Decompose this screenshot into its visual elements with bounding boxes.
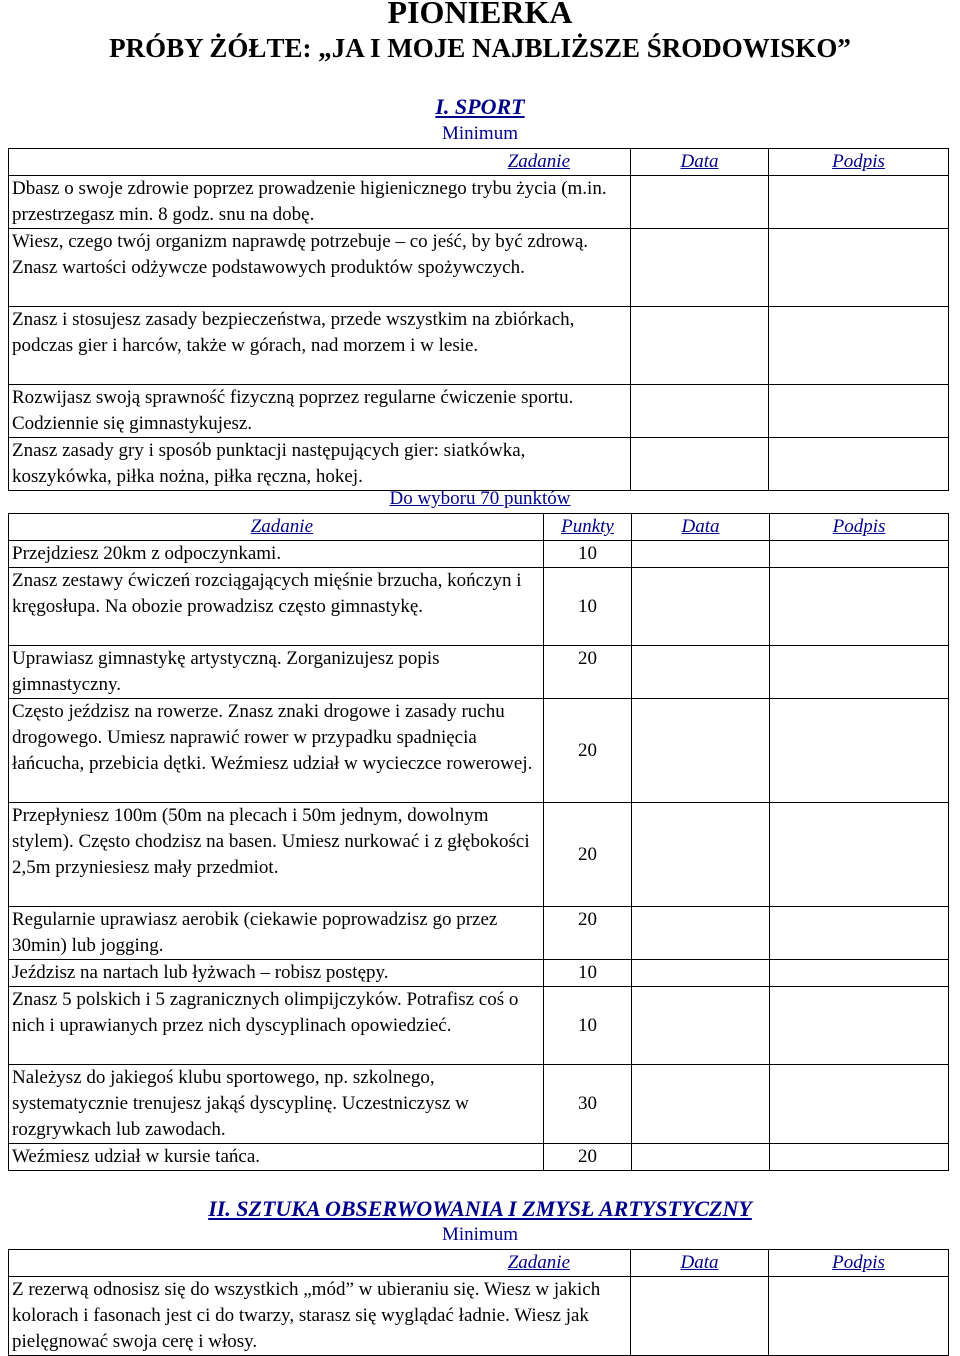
date-cell [631, 176, 769, 229]
date-cell [631, 307, 769, 385]
date-cell [632, 907, 770, 960]
points-cell: 30 [544, 1065, 632, 1144]
task-text: Znasz 5 polskich i 5 zagranicznych olimpijczyków. Potrafisz coś o nich i uprawianych przez nich dyscyplinach opowiedzieć. [9, 987, 544, 1065]
sign-cell [770, 960, 949, 987]
section-1-minimum-label: Minimum [441, 123, 518, 144]
table-row [9, 307, 949, 385]
table-row [9, 385, 949, 438]
column-header-date: Data [631, 1250, 769, 1277]
table-header-row [9, 149, 949, 176]
sign-cell [770, 907, 949, 960]
table-row [9, 229, 949, 307]
table-row [9, 646, 949, 699]
task-text: Z rezerwą odnosisz się do wszystkich „mód” w ubieraniu się. Wiesz w jakich kolorach i fasonach jest ci do twarzy, starasz się wyglądać ładnie. Wiesz jak pielęgnować swoja cerę i włosy. [9, 1277, 631, 1356]
page-title: PIONIERKA [387, 0, 573, 30]
task-text: Znasz zasady gry i sposób punktacji następujących gier: siatkówka, koszykówka, piłka nożna, piłka ręczna, hokej. [9, 438, 631, 491]
task-text: Regularnie uprawiasz aerobik (ciekawie poprowadzisz go przez 30min) lub jogging. [9, 907, 544, 960]
points-cell: 10 [544, 541, 632, 568]
section-2-title: II. SZTUKA OBSERWOWANIA I ZMYSŁ ARTYSTYCZNY [208, 1196, 752, 1221]
date-cell [632, 987, 770, 1065]
date-cell [632, 699, 770, 803]
date-cell [632, 541, 770, 568]
points-cell: 20 [544, 907, 632, 960]
table-row [9, 803, 949, 907]
task-text: Wiesz, czego twój organizm naprawdę potrzebuje – co jeść, by być zdrową. Znasz wartości odżywcze podstawowych produktów spożywczych. [9, 229, 631, 307]
column-header-sign: Podpis [769, 149, 949, 176]
points-cell: 20 [544, 803, 632, 907]
column-header-sign: Podpis [769, 1250, 949, 1277]
sign-cell [769, 176, 949, 229]
task-text: Przejdziesz 20km z odpoczynkami. [9, 541, 544, 568]
task-text: Rozwijasz swoją sprawność fizyczną poprzez regularne ćwiczenie sportu. Codziennie się gimnastykujesz. [9, 385, 631, 438]
date-cell [632, 646, 770, 699]
sign-cell [770, 803, 949, 907]
table-row [9, 1144, 949, 1171]
sign-cell [770, 987, 949, 1065]
column-header-points: Punkty [544, 514, 632, 541]
sign-cell [770, 1065, 949, 1144]
date-cell [631, 385, 769, 438]
table-row [9, 568, 949, 646]
column-header-task: Zadanie [9, 514, 544, 541]
points-cell: 20 [544, 699, 632, 803]
column-header-date: Data [632, 514, 770, 541]
table-row [9, 960, 949, 987]
task-text: Znasz zestawy ćwiczeń rozciągających mięśnie brzucha, kończyn i kręgosłupa. Na obozie prowadzisz często gimnastykę. [9, 568, 544, 646]
table-header-row [9, 1250, 949, 1277]
sign-cell [770, 1144, 949, 1171]
sign-cell [770, 541, 949, 568]
date-cell [632, 568, 770, 646]
table-row [9, 1277, 949, 1356]
table-header-row [9, 514, 949, 541]
sign-cell [770, 646, 949, 699]
section-1-minimum-table [8, 148, 949, 491]
points-cell: 10 [544, 960, 632, 987]
task-text: Weźmiesz udział w kursie tańca. [9, 1144, 544, 1171]
table-row [9, 541, 949, 568]
section-2-minimum-table [8, 1249, 949, 1356]
table-row [9, 699, 949, 803]
date-cell [632, 960, 770, 987]
date-cell [632, 1144, 770, 1171]
task-text: Należysz do jakiegoś klubu sportowego, np. szkolnego, systematycznie trenujesz jakąś dyscyplinę. Uczestniczysz w rozgrywkach lub zawodach. [9, 1065, 544, 1144]
points-cell: 10 [544, 987, 632, 1065]
page-subtitle: PRÓBY ŻÓŁTE: „JA I MOJE NAJBLIŻSZE ŚRODOWISKO” [109, 33, 851, 63]
sign-cell [769, 438, 949, 491]
date-cell [632, 1065, 770, 1144]
table-row [9, 176, 949, 229]
task-text: Przepłyniesz 100m (50m na plecach i 50m jednym, dowolnym stylem). Często chodzisz na basen. Umiesz nurkować i z głębokości 2,5m przyniesiesz mały przedmiot. [9, 803, 544, 907]
sign-cell [769, 307, 949, 385]
date-cell [631, 229, 769, 307]
table-row [9, 987, 949, 1065]
table-row [9, 1065, 949, 1144]
section-2-minimum-label: Minimum [441, 1224, 518, 1245]
points-cell: 20 [544, 646, 632, 699]
points-cell: 20 [544, 1144, 632, 1171]
table-row [9, 438, 949, 491]
sign-cell [770, 568, 949, 646]
date-cell [631, 1277, 769, 1356]
column-header-sign: Podpis [770, 514, 949, 541]
sign-cell [769, 385, 949, 438]
column-header-date: Data [631, 149, 769, 176]
task-text: Uprawiasz gimnastykę artystyczną. Zorganizujesz popis gimnastyczny. [9, 646, 544, 699]
column-header-task: Zadanie [9, 1250, 631, 1277]
task-text: Jeździsz na nartach lub łyżwach – robisz postępy. [9, 960, 544, 987]
points-cell: 10 [544, 568, 632, 646]
sign-cell [770, 699, 949, 803]
sign-cell [769, 229, 949, 307]
section-1-title: I. SPORT [435, 94, 525, 119]
date-cell [632, 803, 770, 907]
task-text: Dbasz o swoje zdrowie poprzez prowadzenie higienicznego trybu życia (m.in. przestrzegasz min. 8 godz. snu na dobę. [9, 176, 631, 229]
section-1-choice-label: Do wyboru 70 punktów [389, 488, 571, 509]
sign-cell [769, 1277, 949, 1356]
task-text: Znasz i stosujesz zasady bezpieczeństwa, przede wszystkim na zbiórkach, podczas gier i harców, także w górach, nad morzem i w lesie. [9, 307, 631, 385]
date-cell [631, 438, 769, 491]
task-text: Często jeździsz na rowerze. Znasz znaki drogowe i zasady ruchu drogowego. Umiesz naprawić rower w przypadku spadnięcia łańcucha, przebicia dętki. Weźmiesz udział w wycieczce rowerowej. [9, 699, 544, 803]
section-1-choice-table [8, 513, 949, 1171]
column-header-task: Zadanie [9, 149, 631, 176]
table-row [9, 907, 949, 960]
